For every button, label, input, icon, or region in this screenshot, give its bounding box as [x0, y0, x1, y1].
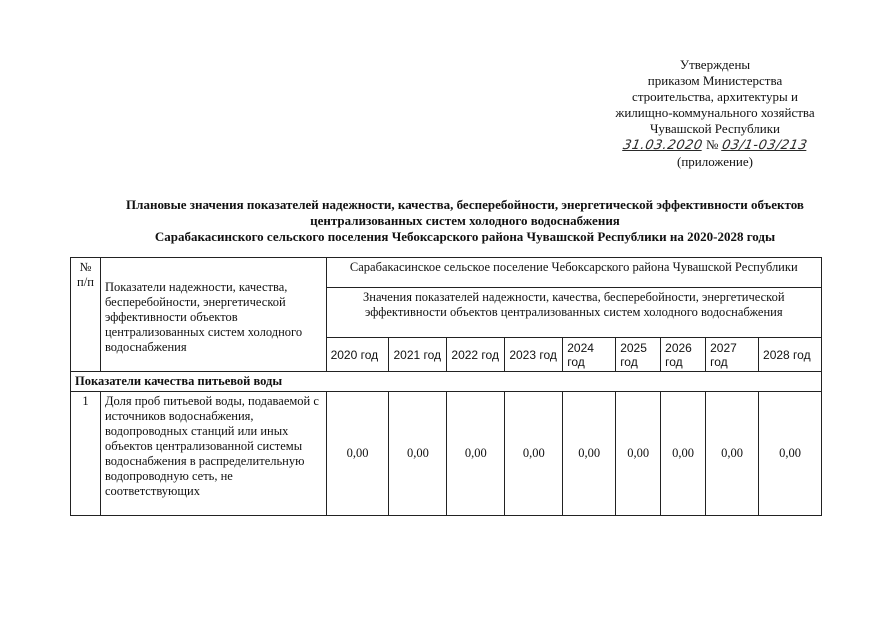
value-cell: 0,00	[389, 392, 447, 516]
header-row	[71, 258, 822, 288]
year-header: 2026 год	[661, 338, 706, 372]
header-settlement: Сарабакасинское сельское поселение Чебоксарского района Чувашской Республики	[326, 258, 821, 288]
year-header: 2021 год	[389, 338, 447, 372]
title-line: Сарабакасинского сельского поселения Чебоксарского района Чувашской Республики на 2020-2028 годы	[154, 229, 776, 244]
approval-line: жилищно-коммунального хозяйства	[615, 105, 815, 120]
header-values: Значения показателей надежности, качества, бесперебойности, энергетической эффективности объектов централизованных систем холодного водоснабжения	[326, 288, 821, 338]
year-header: 2027 год	[706, 338, 759, 372]
year-header: 2023 год	[505, 338, 563, 372]
order-date-number	[560, 137, 870, 154]
title-line: Плановые значения показателей надежности, качества, бесперебойности, энергетической эффективности объектов	[126, 197, 804, 212]
value-cell: 0,00	[505, 392, 563, 516]
value-cell: 0,00	[616, 392, 661, 516]
value-cell: 0,00	[706, 392, 759, 516]
appendix-label: (приложение)	[676, 154, 753, 169]
approval-line: приказом Министерства	[647, 73, 783, 88]
handwritten-date: 31.03.2020	[621, 138, 704, 153]
year-header: 2028 год	[759, 338, 822, 372]
table-row	[71, 392, 822, 516]
year-header: 2022 год	[447, 338, 505, 372]
value-cell: 0,00	[661, 392, 706, 516]
approval-line: Чувашской Республики	[649, 121, 781, 136]
value-cell: 0,00	[563, 392, 616, 516]
approval-line: строительства, архитектуры и	[632, 89, 798, 104]
row-number: 1	[71, 392, 101, 516]
title-line: централизованных систем холодного водоснабжения	[310, 213, 620, 228]
indicator-name: Доля проб питьевой воды, подаваемой с источников водоснабжения, водопроводных станций или иных объектов централизованной системы водоснабжения в распределительную водопроводную сеть, не соответствующих	[100, 392, 326, 516]
approval-block	[560, 57, 870, 170]
number-sign: №	[705, 137, 719, 152]
year-header: 2024 год	[563, 338, 616, 372]
document-title	[70, 197, 860, 245]
handwritten-number: 03/1-03/213	[721, 138, 809, 153]
value-cell: 0,00	[759, 392, 822, 516]
section-title: Показатели качества питьевой воды	[71, 372, 822, 392]
year-header: 2025 год	[616, 338, 661, 372]
value-cell: 0,00	[447, 392, 505, 516]
year-header: 2020 год	[326, 338, 389, 372]
header-indicators: Показатели надежности, качества, бесперебойности, энергетической эффективности объектов централизованных систем холодного водоснабжения	[100, 258, 326, 372]
approval-line: Утверждены	[679, 57, 751, 72]
value-cell: 0,00	[326, 392, 389, 516]
header-no: № п/п	[71, 258, 101, 372]
indicators-table	[70, 257, 822, 516]
section-row	[71, 372, 822, 392]
